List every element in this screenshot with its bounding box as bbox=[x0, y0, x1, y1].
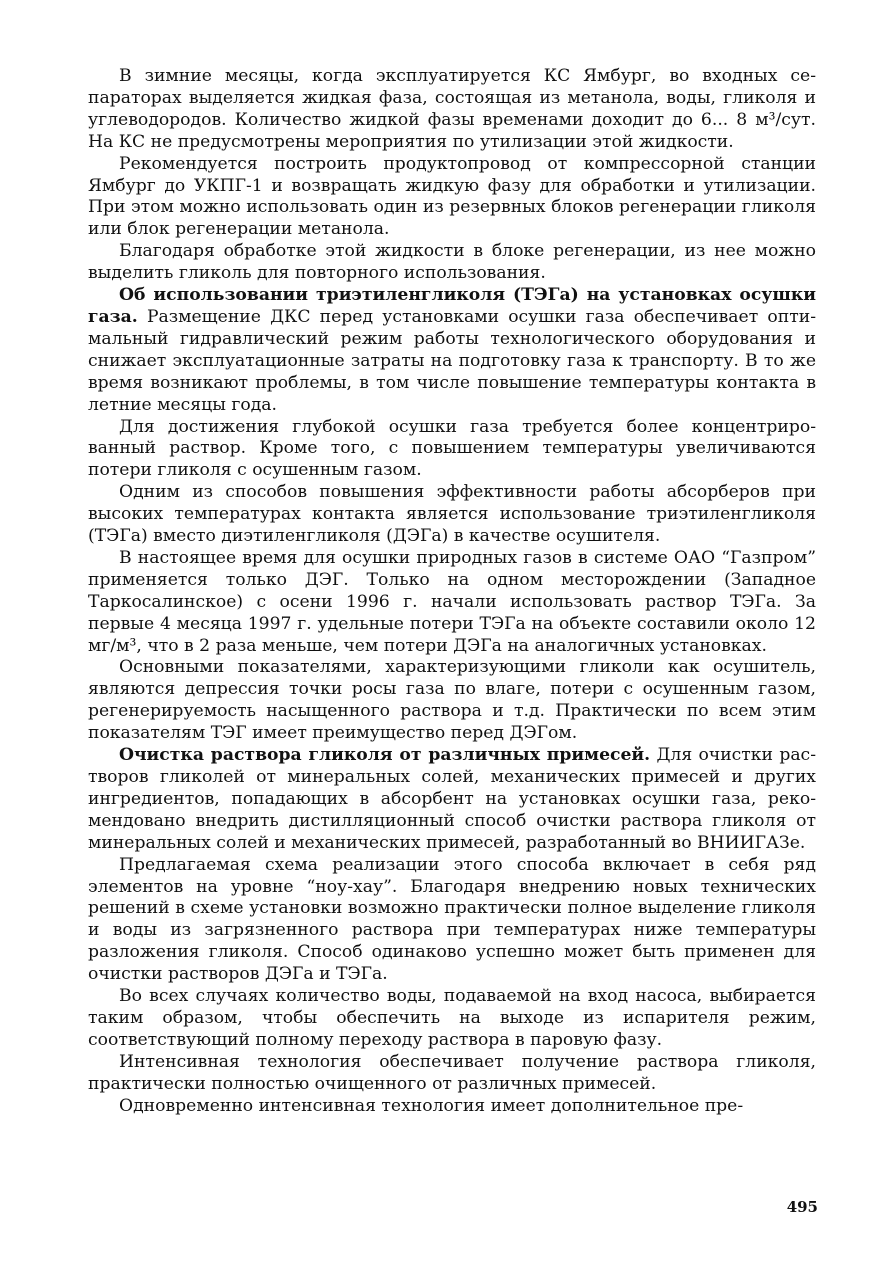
section-heading: Очистка раствора гликоля от различных примесей. bbox=[119, 745, 651, 766]
paragraph bbox=[88, 548, 816, 658]
paragraph bbox=[88, 855, 816, 986]
paragraph bbox=[88, 241, 816, 285]
paragraph bbox=[88, 154, 816, 242]
paragraph bbox=[88, 285, 816, 416]
paragraph bbox=[88, 745, 816, 855]
body-text bbox=[88, 66, 816, 1118]
page-number: 495 bbox=[786, 1198, 818, 1216]
paragraph bbox=[88, 66, 816, 154]
paragraph bbox=[88, 417, 816, 483]
paragraph-text: Благодаря обработке этой жидкости в блоке регенерации, из нее можно выделить гликоль для повторного использования. bbox=[88, 241, 816, 284]
paragraph bbox=[88, 1096, 816, 1118]
paragraph-text: Размещение ДКС перед установками осушки газа обеспечивает оптимальный гидравлический режим работы технологического оборудования и снижает эксплуатационные затраты на подготовку газа к транспорту. В то же время возникают проблемы, в том числе повышение температуры контакта в летние месяцы года. bbox=[88, 306, 816, 415]
paragraph-text: Во всех случаях количество воды, подаваемой на вход насоса, выбирается таким образом, чтобы обеспечить на выходе из испарителя режим, соответствующий полному переходу раствора в паровую фазу. bbox=[88, 986, 816, 1050]
paragraph-text: Одновременно интенсивная технология имеет дополнительное пре- bbox=[119, 1095, 744, 1116]
paragraph bbox=[88, 482, 816, 548]
paragraph bbox=[88, 1052, 816, 1096]
section-heading: Об использовании триэтиленгликоля (ТЭГа) на установках осушки газа. bbox=[88, 285, 816, 327]
paragraph-text: Предлагаемая схема реализации этого способа включает в себя ряд элементов на уровне “ноу-хау”. Благодаря внедрению новых технических решений в схеме установки возможно практически полное выделение гликоля и воды из загрязненного раствора при температурах ниже температуры разложения гликоля. Способ одинаково успешно может быть применен для очистки растворов ДЭГа и ТЭГа. bbox=[88, 854, 816, 985]
paragraph-text: Интенсивная технология обеспечивает получение раствора гликоля, практически полностью очищенного от различных примесей. bbox=[88, 1051, 816, 1094]
paragraph-text: Для достижения глубокой осушки газа требуется более концентрированный раствор. Кроме того, с повышением температуры увеличиваются потери гликоля с осушенным газом. bbox=[88, 416, 816, 481]
paragraph-text: В настоящее время для осушки природных газов в системе ОАО “Газпром” применяется только ДЭГ. Только на одном месторождении (Западное Таркосалинское) с осени 1996 г. начали использовать раствор ТЭГа. За первые 4 месяца 1997 г. удельные потери ТЭГа на объекте составили около 12 мг/м³, что в 2 раза меньше, чем потери ДЭГа на аналогичных установках. bbox=[88, 547, 816, 656]
paragraph bbox=[88, 657, 816, 745]
paragraph-text: В зимние месяцы, когда эксплуатируется КС Ямбург, во входных сепараторах выделяется жидкая фаза, состоящая из метанола, воды, гликоля и углеводородов. Количество жидкой фазы временами доходит до 6... 8 м³/сут. На КС не предусмотрены мероприятия по утилизации этой жидкости. bbox=[88, 66, 816, 152]
paragraph bbox=[88, 986, 816, 1052]
paragraph-text: Для очистки растворов гликолей от минеральных солей, механических примесей и других ингредиентов, попадающих в абсорбент на установках осушки газа, рекомендовано внедрить дистилляционный способ очистки раствора гликоля от минеральных солей и механических примесей, разработанный во ВНИИГАЗе. bbox=[88, 745, 817, 853]
paragraph-text: Рекомендуется построить продуктопровод от компрессорной станции Ямбург до УКПГ-1 и возвращать жидкую фазу для обработки и утилизации. При этом можно использовать один из резервных блоков регенерации гликоля или блок регенерации метанола. bbox=[88, 153, 816, 240]
paragraph-text: Основными показателями, характеризующими гликоли как осушитель, являются депрессия точки росы газа по влаге, потери с осушенным газом, регенерируемость насыщенного раствора и т.д. Практически по всем этим показателям ТЭГ имеет преимущество перед ДЭГом. bbox=[88, 657, 816, 744]
paragraph-text: Одним из способов повышения эффективности работы абсорберов при высоких температурах контакта является использование триэтиленгликоля (ТЭГа) вместо диэтиленгликоля (ДЭГа) в качестве осушителя. bbox=[88, 482, 816, 547]
